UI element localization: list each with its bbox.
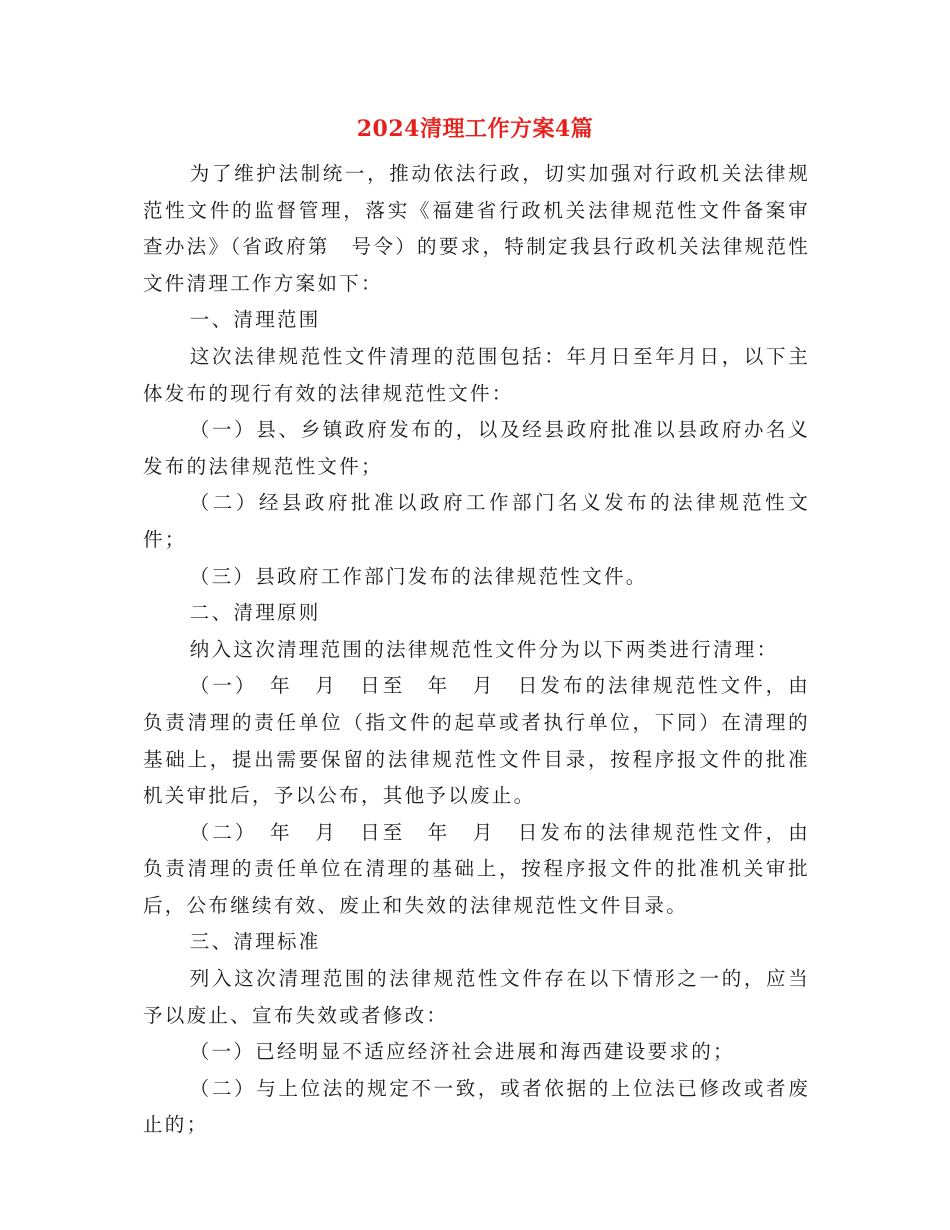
list-item-standards-1: （一）已经明显不适应经济社会进展和海西建设要求的； — [189, 1040, 735, 1064]
list-item-standards-2: （二）与上位法的规定不一致，或者依据的上位法已修改或者废止的； — [143, 1076, 810, 1137]
list-item-principles-2: （二） 年 月 日至 年 月 日发布的法律规范性文件，由负责清理的责任单位在清理的基础上，按程序报文件的批准机关审批后，公布继续有效、废止和失效的法律规范性文件目录。 — [143, 820, 810, 917]
paragraph-principles: 纳入这次清理范围的法律规范性文件分为以下两类进行清理： — [189, 637, 779, 661]
paragraph-intro: 为了维护法制统一，推动依法行政，切实加强对行政机关法律规范性文件的监督管理，落实《福建省行政机关法律规范性文件备案审查办法》（省政府第 号令）的要求，特制定我县行政机关法律规范性文件清理工作方案如下： — [143, 162, 810, 295]
list-item-principles-1: （一） 年 月 日至 年 月 日发布的法律规范性文件，由负责清理的责任单位（指文件的起草或者执行单位，下同）在清理的基础上，提出需要保留的法律规范性文件目录，按程序报文件的批准机关审批后，予以公布，其他予以废止。 — [143, 674, 810, 808]
paragraph-scope: 这次法律规范性文件清理的范围包括：年月日至年月日，以下主体发布的现行有效的法律规范性文件： — [143, 344, 810, 405]
list-item-scope-2: （二）经县政府批准以政府工作部门名义发布的法律规范性文件； — [143, 491, 810, 551]
list-item-scope-1: （一）县、乡镇政府发布的，以及经县政府批准以县政府办名义发布的法律规范性文件； — [143, 418, 810, 478]
document-body — [143, 156, 810, 1144]
section-heading-standards: 三、清理标准 — [189, 930, 321, 954]
section-heading-scope: 一、清理范围 — [189, 308, 321, 332]
list-item-scope-3: （三）县政府工作部门发布的法律规范性文件。 — [189, 564, 648, 588]
paragraph-standards: 列入这次清理范围的法律规范性文件存在以下情形之一的，应当予以废止、宣布失效或者修改： — [143, 967, 810, 1027]
section-heading-principles: 二、清理原则 — [189, 601, 321, 625]
document-title: 2024清理工作方案4篇 — [356, 116, 594, 142]
